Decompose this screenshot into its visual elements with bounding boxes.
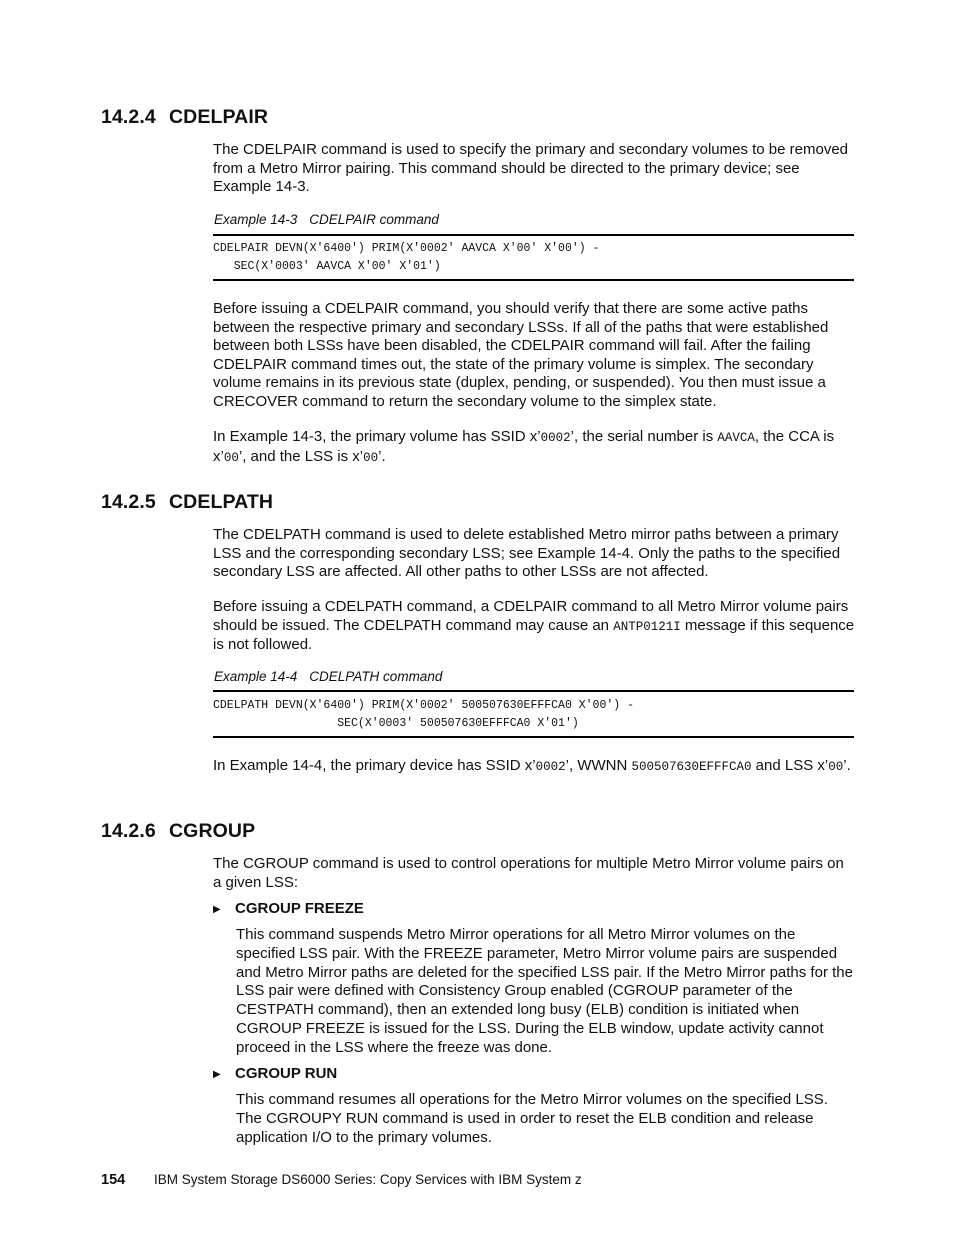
page-number: 154: [101, 1172, 126, 1188]
bullet-label: CGROUP RUN: [235, 1065, 338, 1082]
section-number: 14.2.6: [101, 820, 156, 842]
cdelpair-verification-paragraph: Before issuing a CDELPAIR command, you should verify that there are some active paths between the respective primary and secondary LSSs. If all of the paths that were established between both LSSs have been disabled, the CDELPAIR command will fail. After the failing CDELPAIR command times out, the state of the primary volume is simplex. The secondary volume remains in its previous state (duplex, pending, or suspended). You then must issue a CRECOVER command to return the secondary volume to the simplex state.: [213, 300, 829, 410]
bullet-cgroup-freeze: [213, 900, 364, 917]
bullet-cgroup-run: [213, 1065, 337, 1082]
cgroup-freeze-description: This command suspends Metro Mirror operations for all Metro Mirror volumes on the specified LSS pair. With the FREEZE parameter, Metro Mirror volume pairs are suspended and Metro Mirror paths are deleted for the specified LSS pair. If the Metro Mirror paths for the LSS pair were defined with Consistency Group enabled (CGROUP parameter of the CESTPATH command), then an extended long busy (ELB) condition is initiated when CGROUP FREEZE is issued for the LSS. During the ELB window, update activity cannot proceed in the LSS where the freeze was done.: [236, 926, 853, 1056]
example-label: Example 14-4: [214, 669, 298, 684]
cgroup-run-description: This command resumes all operations for the Metro Mirror volumes on the specified LSS. The CGROUPY RUN command is used in order to reset the ELB condition and release application I/O to the primary volumes.: [236, 1091, 828, 1146]
example-14-4-caption: [214, 669, 442, 684]
cdelpair-example-explanation: In Example 14-3, the primary volume has SSID x’0002’, the serial number is AAVCA, the CCA is x’00’, and the LSS is x’00’.: [213, 428, 835, 465]
cgroup-intro-paragraph: The CGROUP command is used to control operations for multiple Metro Mirror volume pairs on a given LSS:: [213, 855, 844, 891]
cdelpath-prerequisite-paragraph: Before issuing a CDELPATH command, a CDELPAIR command to all Metro Mirror volume pairs should be issued. The CDELPATH command may cause an ANTP0121I message if this sequence is not followed.: [213, 598, 855, 654]
page-footer: [101, 1172, 582, 1188]
section-heading-cdelpath: [101, 491, 273, 514]
section-heading-cdelpair: [101, 106, 268, 129]
section-title: CDELPATH: [169, 491, 274, 513]
cdelpath-intro-paragraph: The CDELPATH command is used to delete established Metro mirror paths between a primary LSS and the corresponding secondary LSS; see Example 14-4. Only the paths to the specified secondary LSS are affected. All other paths to other LSSs are not affected.: [213, 526, 841, 581]
code-listing: CDELPATH DEVN(X'6400') PRIM(X'0002' 500507630EFFFCA0 X'00') - SEC(X'0003' 500507630EFFFCA0 X'01'): [213, 699, 634, 730]
section-number: 14.2.4: [101, 106, 156, 128]
section-number: 14.2.5: [101, 491, 156, 513]
book-title: IBM System Storage DS6000 Series: Copy Services with IBM System z: [154, 1172, 582, 1187]
example-label: Example 14-3: [214, 212, 298, 227]
example-14-4-code-block: [213, 690, 854, 738]
example-14-3-code-block: [213, 234, 854, 281]
example-14-3-caption: [214, 212, 439, 227]
code-listing: CDELPAIR DEVN(X'6400') PRIM(X'0002' AAVCA X'00' X'00') - SEC(X'0003' AAVCA X'00' X'01'): [213, 242, 600, 273]
bullet-triangle-icon: ▶: [213, 1069, 221, 1080]
section-title: CDELPAIR: [169, 106, 269, 128]
example-title: CDELPATH command: [309, 669, 443, 684]
section-heading-cgroup: [101, 820, 255, 843]
section-title: CGROUP: [169, 820, 256, 842]
bullet-triangle-icon: ▶: [213, 904, 221, 915]
bullet-label: CGROUP FREEZE: [235, 900, 364, 917]
cdelpath-example-explanation: In Example 14-4, the primary device has SSID x’0002’, WWNN 500507630EFFFCA0 and LSS x’00’.: [213, 757, 851, 774]
cdelpair-intro-paragraph: The CDELPAIR command is used to specify the primary and secondary volumes to be removed from a Metro Mirror pairing. This command should be directed to the primary device; see Example 14-3.: [213, 141, 849, 196]
example-title: CDELPAIR command: [309, 212, 439, 227]
